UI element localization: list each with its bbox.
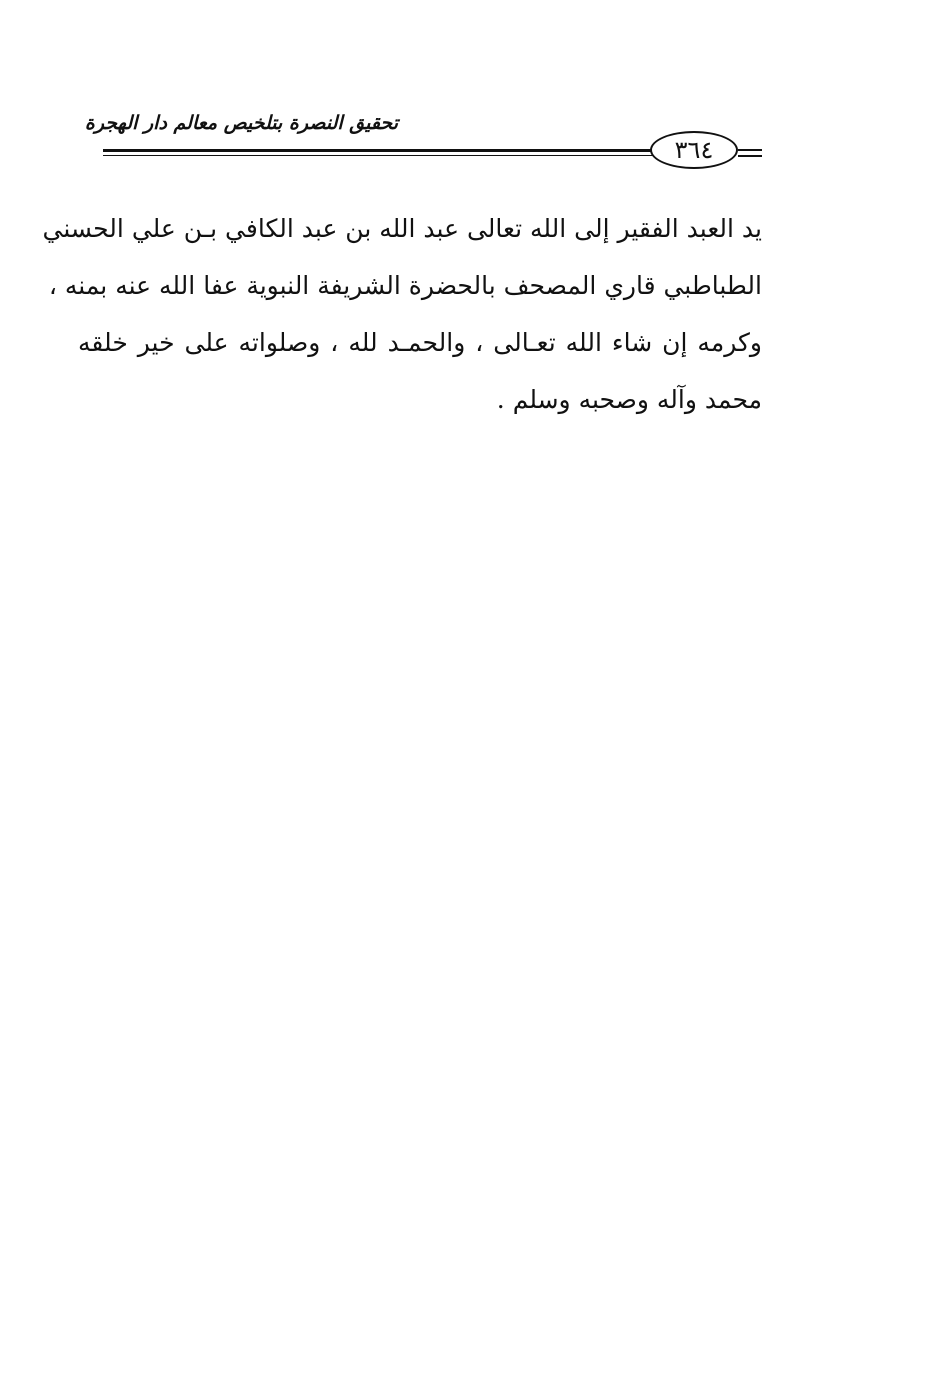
page-number-oval: ٣٦٤ [650,131,738,169]
main-text-block [42,207,762,435]
header-rule-tail-upper [738,149,762,151]
running-head-title: تحقيق النصرة بتلخيص معالم دار الهجرة [84,112,398,134]
text-line-3: وكرمه إن شاء الله تعـالى ، والحمـد لله ، وصلواته على خير خلقه [78,328,762,357]
header-rule-thick [103,149,653,152]
header-rule-tail-lower [738,155,762,157]
text-line-4: محمد وآله وصحبه وسلم . [496,385,762,414]
header-rule-thin [103,155,653,156]
text-line-1: يد العبد الفقير إلى الله تعالى عبد الله بن عبد الكافي بـن علي الحسني [42,214,762,243]
text-line-2: الطباطبي قاري المصحف بالحضرة الشريفة النبوية عفا الله عنه بمنه ، [48,271,762,300]
